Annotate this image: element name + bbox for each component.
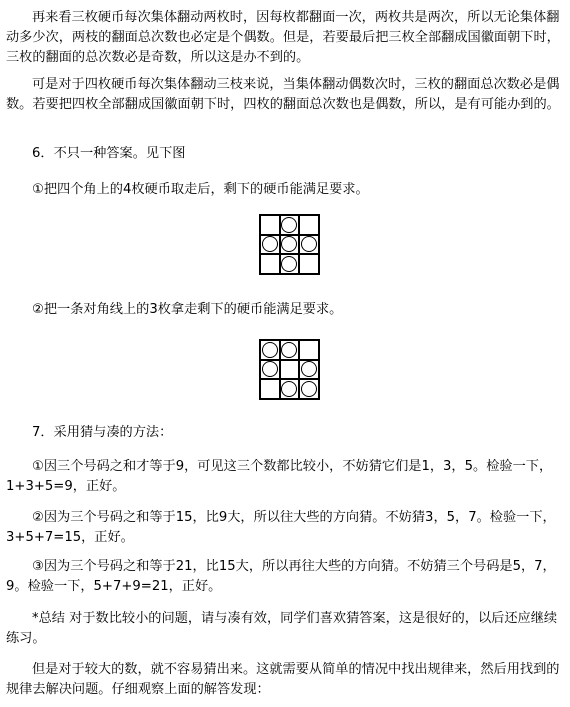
grid-cell bbox=[299, 379, 319, 399]
grid-cell bbox=[280, 360, 300, 380]
question-6-option-2: ②把一条对角线上的3枚拿走剩下的硬币能满足要求。 bbox=[32, 302, 343, 317]
question-6-heading: 6．不只一种答案。见下图 bbox=[32, 146, 186, 161]
coin-icon bbox=[301, 381, 317, 397]
coin-icon bbox=[281, 256, 297, 272]
grid-cell bbox=[260, 235, 280, 255]
coin-grid-figure-1 bbox=[259, 214, 320, 275]
grid-cell bbox=[299, 215, 319, 235]
coin-icon bbox=[281, 381, 297, 397]
coin-icon bbox=[301, 236, 317, 252]
coin-grid-figure-2 bbox=[259, 339, 320, 400]
paragraph-four-coins: 可是对于四枚硬币每次集体翻动三枝来说，当集体翻动偶数次时，三枚的翻面总次数必是偶数。若要把四枚全部翻成国徽面朝下时，四枚的翻面总次数也是偶数，所以，是有可能办到的。 bbox=[6, 77, 560, 112]
coin-icon bbox=[281, 217, 297, 233]
question-7-case-3: ③因为三个号码之和等于21，比15大，所以再往大些的方向猜。不妨猜三个号码是5，7，9。检验一下，5+7+9=21，正好。 bbox=[6, 559, 556, 594]
coin-icon bbox=[281, 236, 297, 252]
question-7-case-2: ②因为三个号码之和等于15，比9大，所以往大些的方向猜。不妨猜3，5，7。检验一下，3+5+7=15，正好。 bbox=[6, 510, 556, 545]
closing-paragraph: 但是对于较大的数，就不容易猜出来。这就需要从简单的情况中找出规律来，然后用找到的规律去解决问题。仔细观察上面的解答发现： bbox=[6, 662, 560, 697]
grid-cell bbox=[260, 360, 280, 380]
grid-cell bbox=[260, 340, 280, 360]
grid-cell bbox=[299, 254, 319, 274]
grid-cell bbox=[280, 235, 300, 255]
grid-cell bbox=[260, 379, 280, 399]
coin-icon bbox=[262, 236, 278, 252]
question-7-heading: 7．采用猜与凑的方法： bbox=[32, 425, 173, 440]
grid-cell bbox=[280, 254, 300, 274]
grid-cell bbox=[280, 379, 300, 399]
coin-icon bbox=[262, 361, 278, 377]
coin-icon bbox=[262, 342, 278, 358]
question-7-case-1: ①因三个号码之和才等于9，可见这三个数都比较小，不妨猜它们是1，3，5。检验一下，1+3+5=9，正好。 bbox=[6, 459, 553, 494]
grid-cell bbox=[299, 340, 319, 360]
coin-icon bbox=[301, 361, 317, 377]
grid-cell bbox=[260, 254, 280, 274]
coin-icon bbox=[281, 342, 297, 358]
grid-cell bbox=[280, 340, 300, 360]
question-6-option-1: ①把四个角上的4枚硬币取走后，剩下的硬币能满足要求。 bbox=[32, 182, 369, 197]
grid-cell bbox=[299, 235, 319, 255]
grid-cell bbox=[280, 215, 300, 235]
paragraph-three-coins: 再来看三枚硬币每次集体翻动两枚时，因每枚都翻面一次，两枚共是两次，所以无论集体翻动多少次，两枝的翻面总次数也必定是个偶数。但是，若要最后把三枚全部翻成国徽面朝下时，三枚的翻面的总次数必是奇数，所以这是办不到的。 bbox=[6, 10, 560, 65]
summary-note: *总结 对于数比较小的问题，请与凑有效，同学们喜欢猜答案，这是很好的，以后还应继续练习。 bbox=[6, 611, 558, 646]
grid-cell bbox=[260, 215, 280, 235]
grid-cell bbox=[299, 360, 319, 380]
